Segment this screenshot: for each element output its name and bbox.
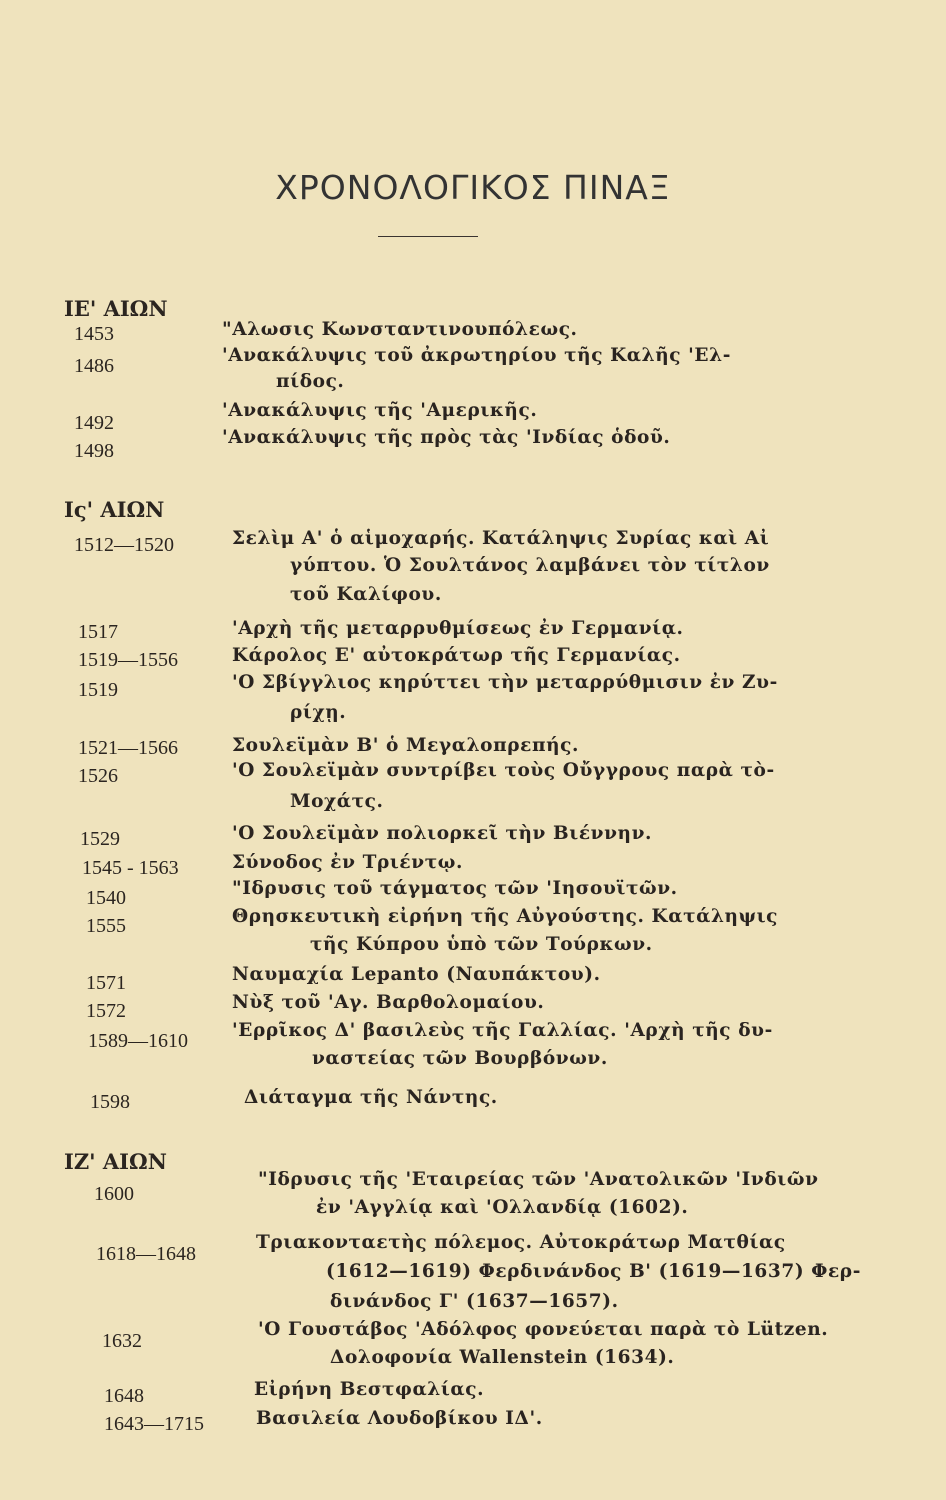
entry-year: 1519—1556: [78, 649, 178, 671]
entry-text: Ναυμαχία Lepanto (Ναυπάκτου).: [232, 964, 601, 985]
entry-year: 1453: [74, 323, 114, 345]
entry-year: 1486: [74, 355, 114, 377]
entry-text: "Ιδρυσις τοῦ τάγματος τῶν 'Ιησουϊτῶν.: [232, 878, 678, 899]
entry-text: πίδος.: [276, 371, 345, 392]
entry-year: 1632: [102, 1330, 142, 1352]
entry-text: Σύνοδος ἐν Τριέντῳ.: [232, 852, 464, 873]
entry-year: 1589—1610: [88, 1030, 188, 1052]
entry-year: 1512—1520: [74, 534, 174, 556]
entry-text: 'Ο Σουλεϊμὰν συντρίβει τοὺς Οὔγγρους παρὰ τὸ-: [232, 760, 775, 781]
entry-year: 1598: [90, 1091, 130, 1113]
entry-text: "Ιδρυσις τῆς 'Εταιρείας τῶν 'Ανατολικῶν 'Ινδιῶν: [258, 1169, 819, 1190]
entry-text: 'Ανακάλυψις τῆς 'Αμερικῆς.: [222, 400, 538, 421]
entry-text: Σουλεϊμὰν Β' ὁ Μεγαλοπρεπής.: [232, 735, 580, 756]
entry-year: 1571: [86, 972, 126, 994]
entry-text: Τριακονταετὴς πόλεμος. Αὐτοκράτωρ Ματθίας: [256, 1232, 786, 1253]
entry-year: 1540: [86, 887, 126, 909]
entry-text: Βασιλεία Λουδοβίκου ΙΔ'.: [256, 1408, 543, 1429]
entry-text: 'Ανακάλυψις τοῦ ἀκρωτηρίου τῆς Καλῆς 'Ελ-: [222, 345, 731, 366]
entry-year: 1526: [78, 765, 118, 787]
entry-text: τῆς Κύπρου ὑπὸ τῶν Τούρκων.: [310, 934, 653, 955]
entry-year: 1618—1648: [96, 1243, 196, 1265]
century-heading: ΙΖ' ΑΙΩΝ: [64, 1149, 167, 1174]
entry-year: 1600: [94, 1183, 134, 1205]
entry-year: 1519: [78, 679, 118, 701]
entry-year: 1572: [86, 1000, 126, 1022]
entry-text: 'Ο Γουστάβος 'Αδόλφος φονεύεται παρὰ τὸ Lützen.: [258, 1319, 829, 1340]
entry-text: γύπτου. Ὁ Σουλτάνος λαμβάνει τὸν τίτλον: [290, 555, 770, 576]
entry-text: Θρησκευτικὴ εἰρήνη τῆς Αὐγούστης. Κατάληψις: [232, 906, 779, 927]
entry-year: 1648: [104, 1385, 144, 1407]
entry-text: Δολοφονία Wallenstein (1634).: [330, 1347, 675, 1368]
entry-year: 1529: [80, 828, 120, 850]
entry-text: Κάρολος Ε' αὐτοκράτωρ τῆς Γερμανίας.: [232, 645, 681, 666]
page-title: ΧΡΟΝΟΛΟΓΙΚΟΣ ΠΙΝΑΞ: [275, 168, 671, 207]
entry-text: (1612—1619) Φερδινάνδος Β' (1619—1637) Φερ-: [326, 1261, 861, 1282]
entry-text: 'Ερρῖκος Δ' βασιλεὺς τῆς Γαλλίας. 'Αρχὴ τῆς δυ-: [232, 1020, 773, 1041]
entry-text: ναστείας τῶν Βουρβόνων.: [312, 1048, 608, 1069]
entry-text: 'Ο Σουλεϊμὰν πολιορκεῖ τὴν Βιέννην.: [232, 823, 653, 844]
entry-text: Σελὶμ Α' ὁ αἱμοχαρής. Κατάληψις Συρίας καὶ Αἰ: [232, 528, 770, 549]
entry-text: Εἰρήνη Βεστφαλίας.: [254, 1379, 485, 1400]
entry-text: Διάταγμα τῆς Νάντης.: [244, 1087, 498, 1108]
entry-year: 1643—1715: [104, 1413, 204, 1435]
entry-text: τοῦ Καλίφου.: [290, 584, 442, 605]
entry-year: 1545 - 1563: [82, 857, 179, 879]
entry-text: δινάνδος Γ' (1637—1657).: [330, 1291, 619, 1312]
entry-year: 1498: [74, 440, 114, 462]
entry-year: 1521—1566: [78, 737, 178, 759]
entry-year: 1492: [74, 412, 114, 434]
entry-text: Νὺξ τοῦ 'Αγ. Βαρθολομαίου.: [232, 992, 545, 1013]
century-heading: Ις' ΑΙΩΝ: [64, 497, 165, 522]
entry-text: Μοχάτς.: [290, 791, 384, 812]
entry-text: ἐν 'Αγγλίᾳ καὶ 'Ολλανδίᾳ (1602).: [316, 1197, 689, 1218]
century-heading: ΙΕ' ΑΙΩΝ: [64, 296, 168, 321]
entry-text: 'Ο Σβίγγλιος κηρύττει τὴν μεταρρύθμισιν ἐν Ζυ-: [232, 672, 778, 693]
title-divider: [378, 236, 478, 237]
entry-text: 'Αρχὴ τῆς μεταρρυθμίσεως ἐν Γερμανίᾳ.: [232, 618, 684, 639]
entry-year: 1517: [78, 621, 118, 643]
entry-text: 'Ανακάλυψις τῆς πρὸς τὰς 'Ινδίας ὁδοῦ.: [222, 427, 671, 448]
entry-text: ρίχῃ.: [290, 702, 347, 723]
entry-text: "Αλωσις Κωνσταντινουπόλεως.: [222, 319, 578, 340]
entry-year: 1555: [86, 915, 126, 937]
